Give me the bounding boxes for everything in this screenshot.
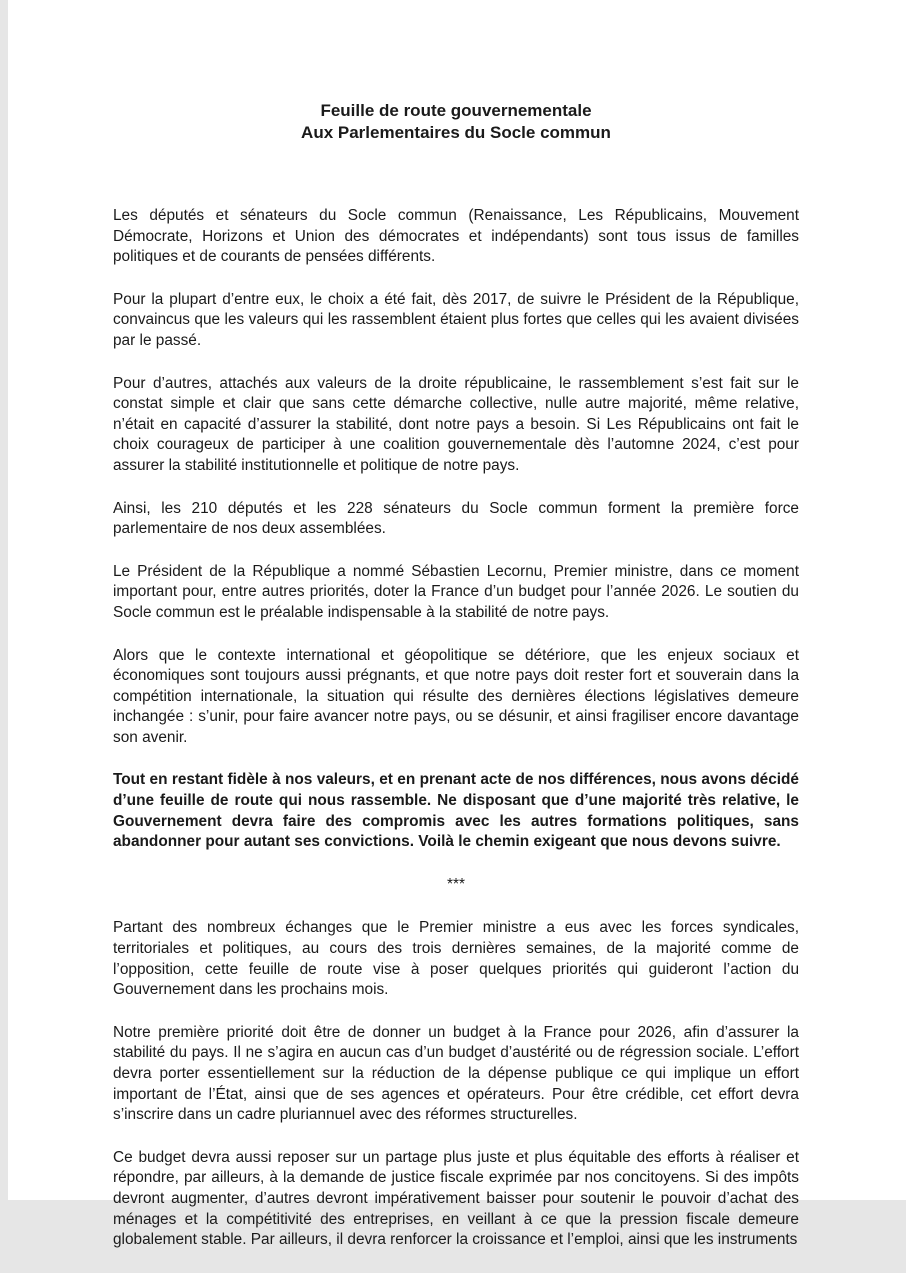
paragraph-3: Pour d’autres, attachés aux valeurs de la droite républicaine, le rassemblement s’est fait sur le constat simple et clair que sans cette démarche collective, nulle autre majorité, même relative, n’était en capacité d’assurer la stabilité, dont notre pays a besoin. Si Les Républicains ont fait le choix courageux de participer à une coalition gouvernementale dès l’automne 2024, c’est pour assurer la stabilité institutionnelle et politique de notre pays. bbox=[113, 374, 799, 474]
paragraph-5: Le Président de la République a nommé Sébastien Lecornu, Premier ministre, dans ce moment important pour, entre autres priorités, doter la France d’un budget pour l’année 2026. Le soutien du Socle commun est le préalable indispensable à la stabilité de notre pays. bbox=[113, 562, 799, 621]
document-title bbox=[113, 100, 799, 144]
section-separator: *** bbox=[447, 875, 465, 893]
document-body bbox=[113, 100, 799, 1273]
document-page bbox=[8, 0, 906, 1249]
paragraph-7-bold: Tout en restant fidèle à nos valeurs, et en prenant acte de nos différences, nous avons décidé d’une feuille de route qui nous rassemble. Ne disposant que d’une majorité très relative, le Gouvernement devra faire des compromis avec les autres formations politiques, sans abandonner pour autant ses convictions. Voilà le chemin exigeant que nous devons suivre. bbox=[113, 771, 799, 851]
title-line-2: Aux Parlementaires du Socle commun bbox=[301, 123, 611, 142]
paragraph-4: Ainsi, les 210 députés et les 228 sénateurs du Socle commun forment la première force parlementaire de nos deux assemblées. bbox=[113, 499, 799, 538]
paragraph-6: Alors que le contexte international et géopolitique se détériore, que les enjeux sociaux et économiques sont toujours aussi prégnants, et que notre pays doit rester fort et souverain dans la compétition internationale, la situation qui résulte des dernières élections législatives demeure inchangée : s’unir, pour faire avancer notre pays, ou se désunir, et ainsi fragiliser encore davantage son avenir. bbox=[113, 646, 799, 746]
title-line-1: Feuille de route gouvernementale bbox=[320, 101, 592, 120]
paragraph-8: Partant des nombreux échanges que le Premier ministre a eus avec les forces syndicales, territoriales et politiques, au cours des trois dernières semaines, de la majorité comme de l’opposition, cette feuille de route vise à poser quelques priorités qui guideront l’action du Gouvernement dans les prochains mois. bbox=[113, 919, 799, 999]
paragraph-2: Pour la plupart d’entre eux, le choix a été fait, dès 2017, de suivre le Président de la République, convaincus que les valeurs qui les rassemblent étaient plus fortes que celles qui les avaient divisées par le passé. bbox=[113, 290, 799, 349]
paragraph-1: Les députés et sénateurs du Socle commun (Renaissance, Les Républicains, Mouvement Démocrate, Horizons et Union des démocrates et indépendants) sont tous issus de familles politiques et de courants de pensées différents. bbox=[113, 207, 799, 266]
paragraph-10: Ce budget devra aussi reposer sur un partage plus juste et plus équitable des efforts à réaliser et répondre, par ailleurs, à la demande de justice fiscale exprimée par nos concitoyens. Si des impôts devront augmenter, d’autres devront impérativement baisser pour soutenir le pouvoir d’achat des ménages et la compétitivité des entreprises, en veillant à ce que la pression fiscale demeure globalement stable. Par ailleurs, il devra renforcer la croissance et l’emploi, ainsi que les instruments bbox=[113, 1148, 799, 1249]
paragraph-9: Notre première priorité doit être de donner un budget à la France pour 2026, afin d’assurer la stabilité du pays. Il ne s’agira en aucun cas d’un budget d’austérité ou de régression sociale. L’effort devra porter essentiellement sur la réduction de la dépense publique ce qui implique un effort important de l’État, ainsi que de ses agences et opérateurs. Pour être crédible, cet effort devra s’inscrire dans un cadre pluriannuel avec des réformes structurelles. bbox=[113, 1023, 799, 1124]
